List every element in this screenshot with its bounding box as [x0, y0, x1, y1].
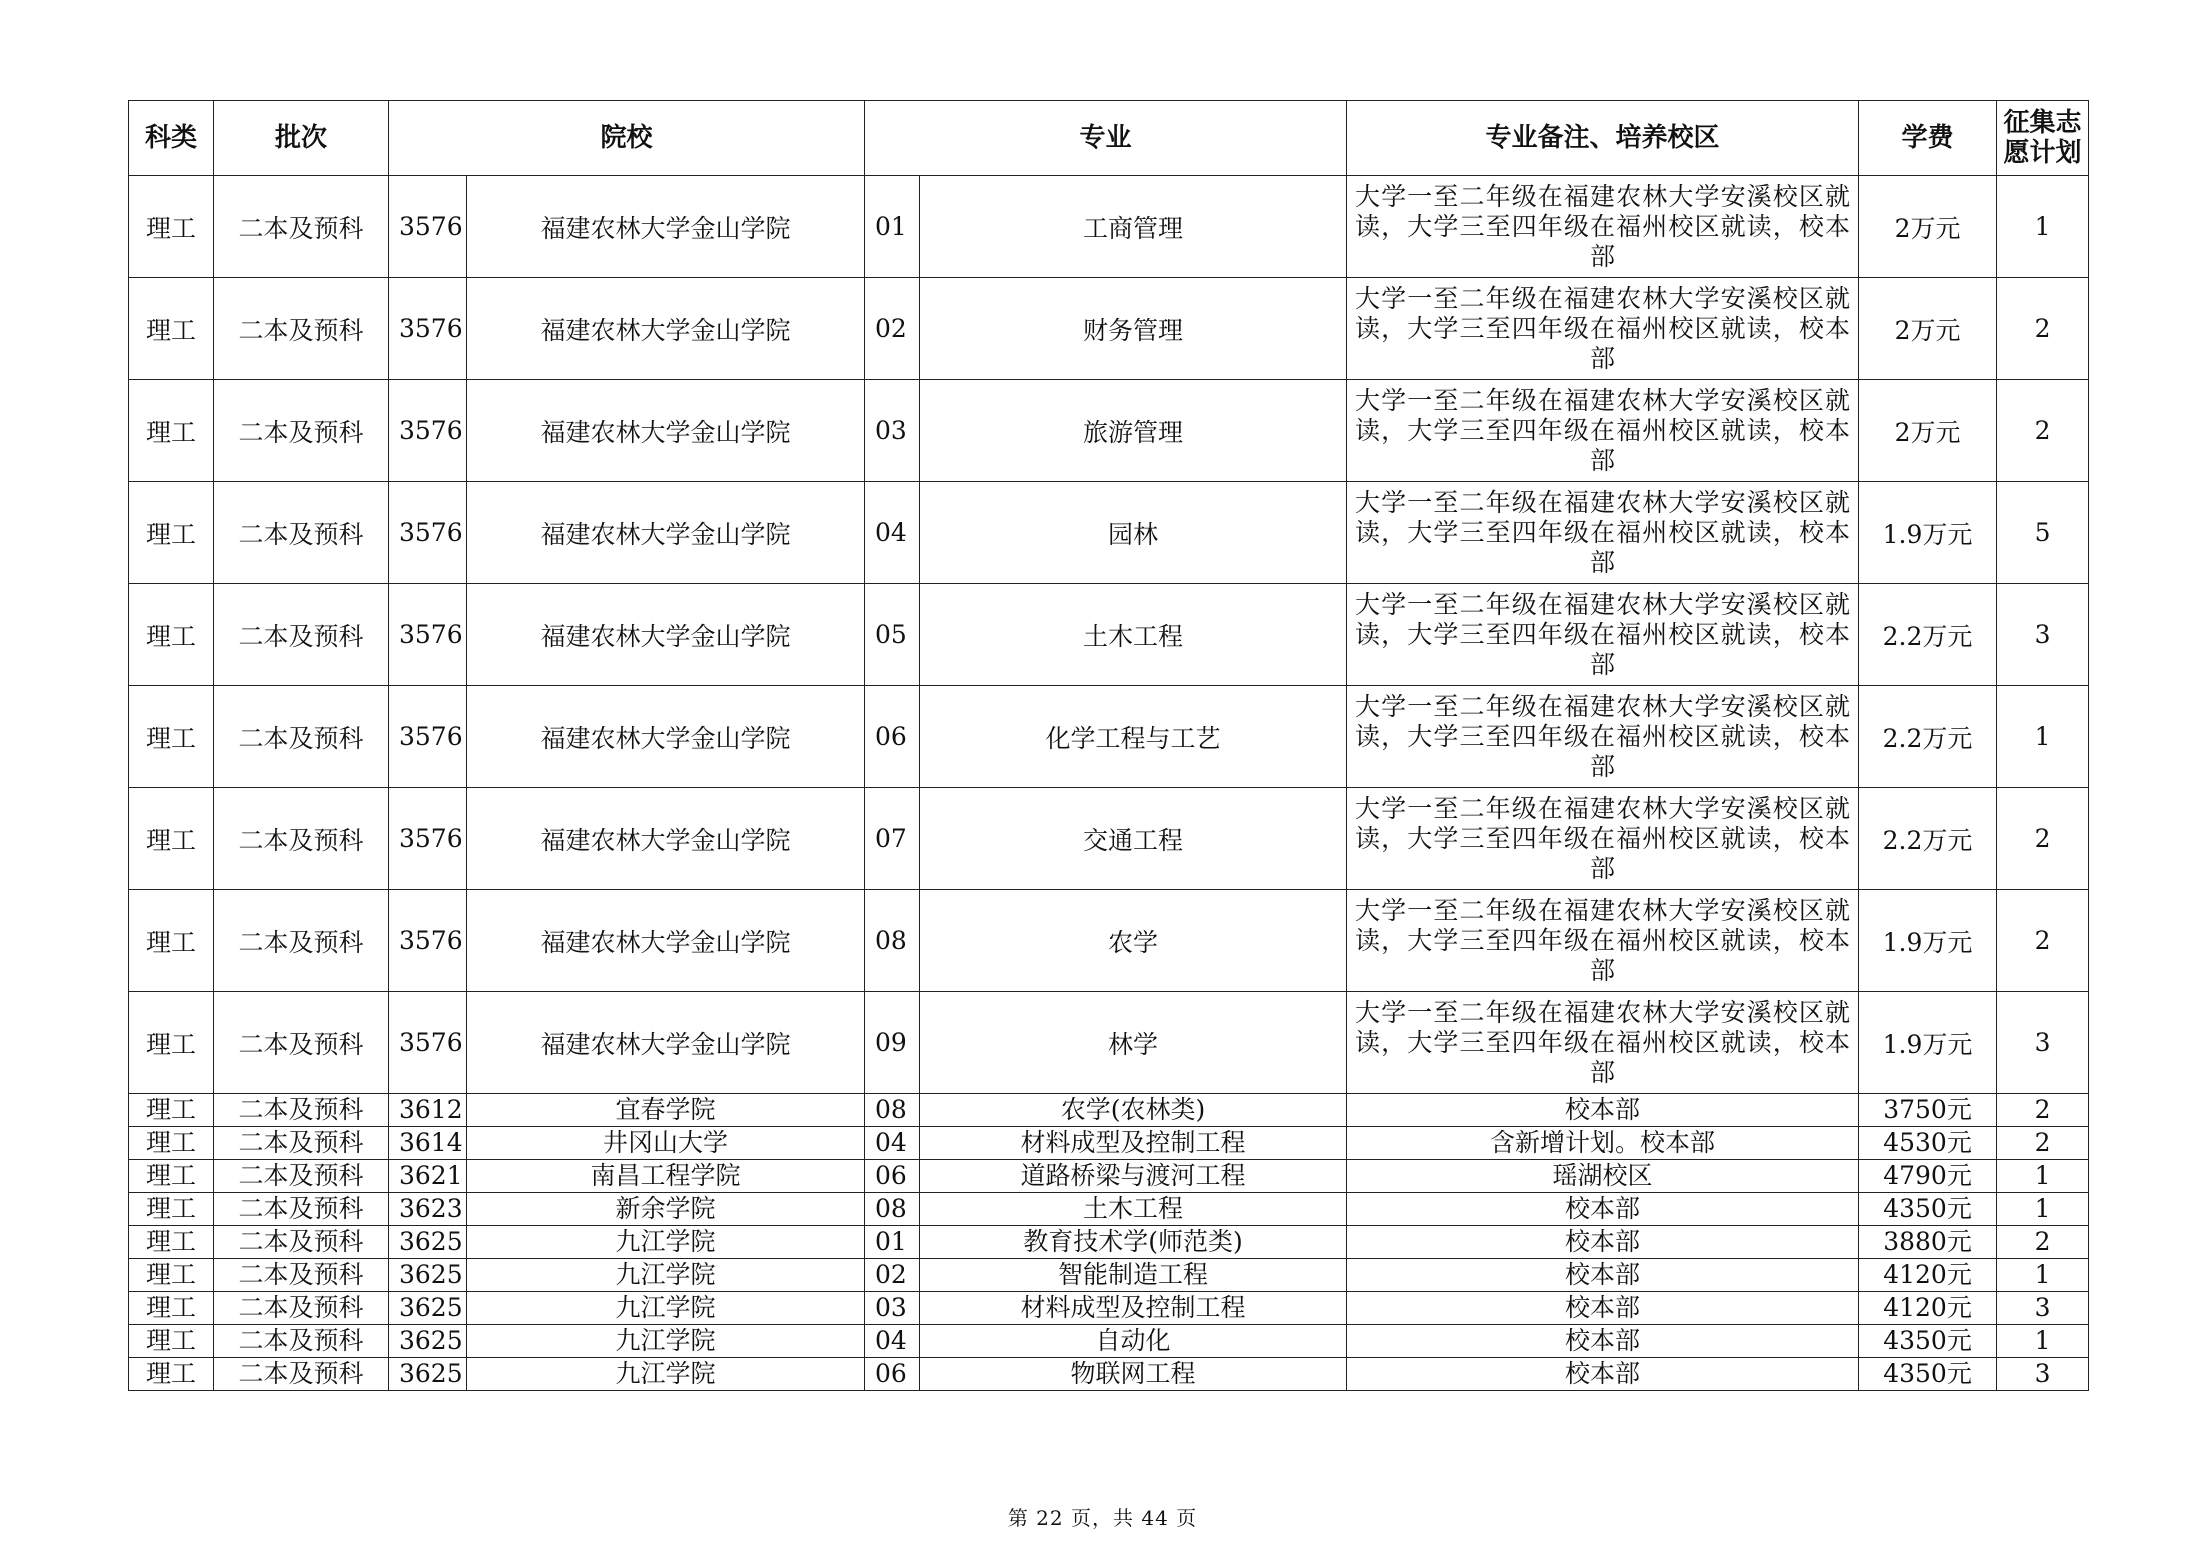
- table-row: [129, 686, 2089, 788]
- cell-tuition: 4530元: [1859, 1127, 1997, 1160]
- cell-tuition: 2万元: [1859, 380, 1997, 482]
- cell-major-code: 02: [865, 278, 920, 380]
- cell-school: 新余学院: [467, 1193, 865, 1226]
- cell-school: 九江学院: [467, 1292, 865, 1325]
- table-row: [129, 1259, 2089, 1292]
- cell-plan: 2: [1997, 788, 2089, 890]
- cell-major: 林学: [920, 992, 1347, 1094]
- cell-school: 福建农林大学金山学院: [467, 890, 865, 992]
- cell-school: 井冈山大学: [467, 1127, 865, 1160]
- cell-batch: 二本及预科: [214, 1094, 389, 1127]
- cell-school: 南昌工程学院: [467, 1160, 865, 1193]
- cell-school: 九江学院: [467, 1226, 865, 1259]
- cell-tuition: 2.2万元: [1859, 788, 1997, 890]
- cell-major-code: 05: [865, 584, 920, 686]
- cell-school: 九江学院: [467, 1325, 865, 1358]
- cell-plan: 1: [1997, 1193, 2089, 1226]
- table-row: [129, 380, 2089, 482]
- cell-school-code: 3576: [389, 278, 467, 380]
- cell-school: 九江学院: [467, 1259, 865, 1292]
- table-row: [129, 1226, 2089, 1259]
- cell-remark: 校本部: [1347, 1292, 1859, 1325]
- cell-category: 理工: [129, 380, 214, 482]
- cell-school-code: 3623: [389, 1193, 467, 1226]
- cell-remark: 大学一至二年级在福建农林大学安溪校区就读，大学三至四年级在福州校区就读，校本部: [1347, 686, 1859, 788]
- cell-school-code: 3576: [389, 890, 467, 992]
- cell-batch: 二本及预科: [214, 1259, 389, 1292]
- cell-tuition: 1.9万元: [1859, 992, 1997, 1094]
- cell-major: 工商管理: [920, 176, 1347, 278]
- cell-category: 理工: [129, 686, 214, 788]
- cell-school: 福建农林大学金山学院: [467, 278, 865, 380]
- cell-category: 理工: [129, 890, 214, 992]
- cell-plan: 1: [1997, 1325, 2089, 1358]
- cell-school-code: 3612: [389, 1094, 467, 1127]
- cell-batch: 二本及预科: [214, 992, 389, 1094]
- cell-tuition: 2.2万元: [1859, 686, 1997, 788]
- header-major: 专业: [865, 101, 1347, 176]
- cell-remark: 大学一至二年级在福建农林大学安溪校区就读，大学三至四年级在福州校区就读，校本部: [1347, 176, 1859, 278]
- table-row: [129, 788, 2089, 890]
- cell-major: 教育技术学(师范类): [920, 1226, 1347, 1259]
- cell-batch: 二本及预科: [214, 1292, 389, 1325]
- table-row: [129, 1160, 2089, 1193]
- cell-school: 福建农林大学金山学院: [467, 176, 865, 278]
- cell-school-code: 3625: [389, 1259, 467, 1292]
- cell-school-code: 3576: [389, 686, 467, 788]
- cell-major-code: 04: [865, 1325, 920, 1358]
- cell-batch: 二本及预科: [214, 176, 389, 278]
- cell-major: 农学(农林类): [920, 1094, 1347, 1127]
- cell-remark: 含新增计划。校本部: [1347, 1127, 1859, 1160]
- cell-category: 理工: [129, 1358, 214, 1391]
- cell-plan: 1: [1997, 1160, 2089, 1193]
- cell-plan: 1: [1997, 686, 2089, 788]
- cell-major: 土木工程: [920, 584, 1347, 686]
- cell-batch: 二本及预科: [214, 1358, 389, 1391]
- cell-batch: 二本及预科: [214, 1127, 389, 1160]
- cell-major: 农学: [920, 890, 1347, 992]
- cell-category: 理工: [129, 1226, 214, 1259]
- cell-school: 福建农林大学金山学院: [467, 584, 865, 686]
- cell-tuition: 4350元: [1859, 1193, 1997, 1226]
- cell-plan: 3: [1997, 1292, 2089, 1325]
- cell-major: 智能制造工程: [920, 1259, 1347, 1292]
- cell-plan: 2: [1997, 890, 2089, 992]
- cell-plan: 3: [1997, 584, 2089, 686]
- cell-plan: 5: [1997, 482, 2089, 584]
- cell-remark: 校本部: [1347, 1325, 1859, 1358]
- cell-major-code: 08: [865, 1193, 920, 1226]
- cell-tuition: 3750元: [1859, 1094, 1997, 1127]
- cell-major: 旅游管理: [920, 380, 1347, 482]
- cell-major: 园林: [920, 482, 1347, 584]
- cell-remark: 校本部: [1347, 1094, 1859, 1127]
- page-number: 第 22 页，共 44 页: [1007, 1506, 1198, 1530]
- cell-tuition: 4350元: [1859, 1358, 1997, 1391]
- cell-major: 化学工程与工艺: [920, 686, 1347, 788]
- cell-major-code: 01: [865, 176, 920, 278]
- cell-tuition: 4120元: [1859, 1292, 1997, 1325]
- header-category: 科类: [129, 101, 214, 176]
- admission-plan-table: [128, 100, 2089, 1391]
- cell-school-code: 3576: [389, 788, 467, 890]
- cell-school: 福建农林大学金山学院: [467, 788, 865, 890]
- cell-plan: 2: [1997, 278, 2089, 380]
- table-row: [129, 482, 2089, 584]
- cell-category: 理工: [129, 1259, 214, 1292]
- cell-batch: 二本及预科: [214, 482, 389, 584]
- header-batch: 批次: [214, 101, 389, 176]
- cell-school: 福建农林大学金山学院: [467, 380, 865, 482]
- cell-batch: 二本及预科: [214, 584, 389, 686]
- cell-school-code: 3576: [389, 176, 467, 278]
- cell-major-code: 09: [865, 992, 920, 1094]
- cell-category: 理工: [129, 176, 214, 278]
- cell-major-code: 06: [865, 686, 920, 788]
- cell-remark: 大学一至二年级在福建农林大学安溪校区就读，大学三至四年级在福州校区就读，校本部: [1347, 890, 1859, 992]
- cell-major: 材料成型及控制工程: [920, 1127, 1347, 1160]
- cell-plan: 2: [1997, 1127, 2089, 1160]
- table-row: [129, 992, 2089, 1094]
- cell-category: 理工: [129, 1325, 214, 1358]
- cell-tuition: 4790元: [1859, 1160, 1997, 1193]
- cell-school-code: 3625: [389, 1292, 467, 1325]
- cell-remark: 大学一至二年级在福建农林大学安溪校区就读，大学三至四年级在福州校区就读，校本部: [1347, 482, 1859, 584]
- cell-school-code: 3625: [389, 1325, 467, 1358]
- cell-major-code: 03: [865, 1292, 920, 1325]
- cell-school-code: 3576: [389, 482, 467, 584]
- cell-remark: 校本部: [1347, 1259, 1859, 1292]
- cell-plan: 3: [1997, 1358, 2089, 1391]
- cell-tuition: 2万元: [1859, 278, 1997, 380]
- cell-remark: 校本部: [1347, 1226, 1859, 1259]
- cell-category: 理工: [129, 1094, 214, 1127]
- cell-major-code: 04: [865, 1127, 920, 1160]
- table-row: [129, 584, 2089, 686]
- cell-plan: 1: [1997, 176, 2089, 278]
- cell-category: 理工: [129, 1160, 214, 1193]
- cell-batch: 二本及预科: [214, 686, 389, 788]
- cell-category: 理工: [129, 278, 214, 380]
- cell-tuition: 3880元: [1859, 1226, 1997, 1259]
- cell-school: 宜春学院: [467, 1094, 865, 1127]
- cell-plan: 2: [1997, 1226, 2089, 1259]
- cell-major-code: 03: [865, 380, 920, 482]
- cell-remark: 瑶湖校区: [1347, 1160, 1859, 1193]
- cell-school-code: 3614: [389, 1127, 467, 1160]
- cell-school-code: 3625: [389, 1358, 467, 1391]
- cell-category: 理工: [129, 788, 214, 890]
- cell-category: 理工: [129, 482, 214, 584]
- cell-plan: 3: [1997, 992, 2089, 1094]
- cell-tuition: 4350元: [1859, 1325, 1997, 1358]
- table-row: [129, 278, 2089, 380]
- cell-major: 自动化: [920, 1325, 1347, 1358]
- header-remark: 专业备注、培养校区: [1347, 101, 1859, 176]
- cell-school: 九江学院: [467, 1358, 865, 1391]
- cell-batch: 二本及预科: [214, 890, 389, 992]
- cell-major-code: 08: [865, 890, 920, 992]
- cell-school-code: 3621: [389, 1160, 467, 1193]
- cell-batch: 二本及预科: [214, 1160, 389, 1193]
- cell-remark: 大学一至二年级在福建农林大学安溪校区就读，大学三至四年级在福州校区就读，校本部: [1347, 380, 1859, 482]
- cell-major: 材料成型及控制工程: [920, 1292, 1347, 1325]
- cell-major: 交通工程: [920, 788, 1347, 890]
- cell-school: 福建农林大学金山学院: [467, 992, 865, 1094]
- table-row: [129, 1292, 2089, 1325]
- cell-school-code: 3576: [389, 584, 467, 686]
- cell-major-code: 07: [865, 788, 920, 890]
- cell-major: 物联网工程: [920, 1358, 1347, 1391]
- table-row: [129, 1094, 2089, 1127]
- table-row: [129, 1325, 2089, 1358]
- cell-major: 财务管理: [920, 278, 1347, 380]
- header-school: 院校: [389, 101, 865, 176]
- cell-category: 理工: [129, 1193, 214, 1226]
- cell-remark: 大学一至二年级在福建农林大学安溪校区就读，大学三至四年级在福州校区就读，校本部: [1347, 584, 1859, 686]
- table-row: [129, 176, 2089, 278]
- cell-major-code: 01: [865, 1226, 920, 1259]
- header-plan: 征集志愿计划: [1997, 101, 2089, 176]
- cell-major-code: 08: [865, 1094, 920, 1127]
- table-row: [129, 1358, 2089, 1391]
- cell-category: 理工: [129, 992, 214, 1094]
- cell-remark: 校本部: [1347, 1193, 1859, 1226]
- cell-batch: 二本及预科: [214, 1193, 389, 1226]
- cell-tuition: 1.9万元: [1859, 482, 1997, 584]
- cell-tuition: 4120元: [1859, 1259, 1997, 1292]
- cell-major-code: 06: [865, 1160, 920, 1193]
- table-body: [129, 176, 2089, 1391]
- cell-school-code: 3576: [389, 992, 467, 1094]
- cell-batch: 二本及预科: [214, 1325, 389, 1358]
- cell-school: 福建农林大学金山学院: [467, 686, 865, 788]
- cell-tuition: 2.2万元: [1859, 584, 1997, 686]
- table-row: [129, 1127, 2089, 1160]
- cell-plan: 2: [1997, 1094, 2089, 1127]
- cell-batch: 二本及预科: [214, 1226, 389, 1259]
- cell-school-code: 3625: [389, 1226, 467, 1259]
- cell-major: 道路桥梁与渡河工程: [920, 1160, 1347, 1193]
- cell-remark: 大学一至二年级在福建农林大学安溪校区就读，大学三至四年级在福州校区就读，校本部: [1347, 278, 1859, 380]
- cell-plan: 2: [1997, 380, 2089, 482]
- cell-major-code: 04: [865, 482, 920, 584]
- cell-remark: 校本部: [1347, 1358, 1859, 1391]
- cell-major-code: 06: [865, 1358, 920, 1391]
- cell-plan: 1: [1997, 1259, 2089, 1292]
- cell-category: 理工: [129, 584, 214, 686]
- cell-tuition: 1.9万元: [1859, 890, 1997, 992]
- cell-batch: 二本及预科: [214, 788, 389, 890]
- cell-school-code: 3576: [389, 380, 467, 482]
- table-row: [129, 890, 2089, 992]
- cell-major-code: 02: [865, 1259, 920, 1292]
- cell-batch: 二本及预科: [214, 380, 389, 482]
- cell-category: 理工: [129, 1292, 214, 1325]
- cell-major: 土木工程: [920, 1193, 1347, 1226]
- cell-tuition: 2万元: [1859, 176, 1997, 278]
- cell-school: 福建农林大学金山学院: [467, 482, 865, 584]
- cell-batch: 二本及预科: [214, 278, 389, 380]
- header-tuition: 学费: [1859, 101, 1997, 176]
- cell-remark: 大学一至二年级在福建农林大学安溪校区就读，大学三至四年级在福州校区就读，校本部: [1347, 788, 1859, 890]
- cell-category: 理工: [129, 1127, 214, 1160]
- table-header-row: [129, 101, 2089, 176]
- cell-remark: 大学一至二年级在福建农林大学安溪校区就读，大学三至四年级在福州校区就读，校本部: [1347, 992, 1859, 1094]
- table-row: [129, 1193, 2089, 1226]
